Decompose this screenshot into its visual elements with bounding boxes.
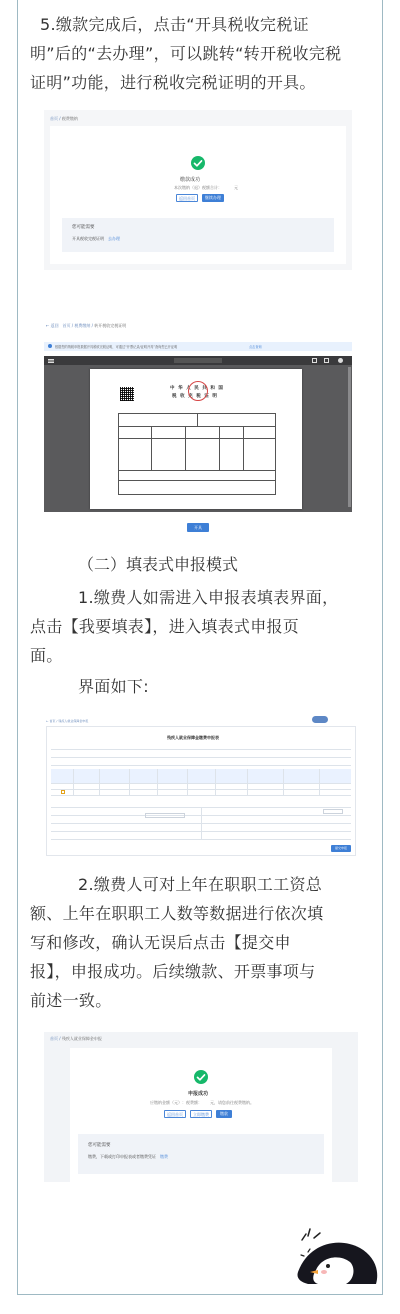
notice-link[interactable]: 点击查询 [249, 345, 262, 349]
pdf-page [90, 369, 302, 509]
amount-unit: 元 [234, 185, 238, 190]
breadcrumb: ← 返回 首页 / 税费缴纳 / 转开税收完税证明 [46, 323, 127, 328]
crumb-page: 转开税收完税证明 [94, 323, 127, 328]
crumb-home: 首页 [50, 1036, 58, 1041]
step1-line-2: 点击【我要填表】，进入填表式申报页 [30, 617, 300, 636]
penguin-mascot-illustration [288, 1210, 388, 1290]
step2-line-3: 写和修改，确认无误后点击【提交申 [30, 933, 291, 952]
info-icon [48, 344, 52, 348]
qr-code [120, 387, 134, 401]
suggestion-item: 缴费，下载或打印申报表或者缴费凭证 [88, 1154, 156, 1159]
notice-bar [44, 342, 352, 351]
suggestions-panel [78, 1134, 324, 1174]
step2-line-1: 2.缴费人可对上年在职职工工资总 [78, 875, 323, 894]
issue-button[interactable]: 开具 [187, 523, 209, 532]
pdf-viewer[interactable] [44, 365, 352, 512]
crumb-page: 残疾人就业保障金申报 [61, 1036, 102, 1041]
print-icon[interactable] [324, 358, 329, 363]
pdf-toolbar [44, 356, 352, 365]
step2-line-4: 报】，申报成功。后续缴款、开票事项与 [30, 962, 316, 981]
interface-label: 界面如下: [78, 677, 149, 696]
official-seal [188, 381, 208, 401]
success-title: 申报成功 [188, 1091, 209, 1097]
logo [312, 716, 328, 723]
breadcrumb: 首页 / 残疾人就业保障金申报 [50, 1036, 102, 1041]
view-button[interactable]: 立即缴费 [190, 1110, 212, 1118]
step5-line-1: 5.缴款完成后，点击“开具税收完税证 [40, 15, 309, 34]
date-field[interactable] [323, 809, 343, 814]
content-card [70, 1048, 332, 1182]
amount-text: 本次缴纳（退）税额合计： [174, 185, 222, 190]
submit-declaration-button[interactable]: 提交申报 [331, 845, 351, 852]
back-link[interactable]: 返回 [50, 323, 59, 328]
step1-line-1: 1.缴费人如需进入申报表填表界面， [78, 588, 339, 607]
download-icon[interactable] [312, 358, 317, 363]
crumb-home: 首页 [62, 323, 71, 328]
zoom-control[interactable] [174, 358, 222, 363]
continue-button[interactable]: 继续办理 [202, 194, 224, 202]
success-check-icon [191, 156, 205, 170]
step2-line-2: 额、上年在职职工人数等数据进行依次填 [30, 904, 324, 923]
scrollbar[interactable] [348, 367, 351, 507]
step1-line-3: 面。 [30, 646, 63, 665]
crumb-home: 首页 [50, 116, 58, 121]
certificate-table [118, 413, 276, 495]
amount-text: 应缴纳金额（元）：税费额： [150, 1100, 202, 1105]
suggestions-title: 您可能需要 [88, 1143, 111, 1148]
pay-link[interactable]: 缴费 [160, 1154, 168, 1159]
suggestions-title: 您可能需要 [72, 225, 95, 230]
section2-title: （二）填表式申报模式 [78, 555, 239, 574]
breadcrumb: 首页 / 税费缴纳 [50, 116, 78, 121]
go-handle-link[interactable]: 去办理 [108, 236, 120, 241]
step5-line-3: 证明”功能，进行税收完税证明的开具。 [30, 73, 316, 92]
crumb-mid: 税费缴纳 [74, 323, 91, 328]
table-header [51, 769, 351, 783]
suggestions-panel [62, 218, 334, 252]
notice-text: 根据您的纳税申报数据开具税收完税证明，可通过“开票记录/证明开具”查询您已开证明 [55, 345, 178, 349]
success-check-icon [194, 1070, 208, 1084]
step2-line-5: 前述一致。 [30, 991, 112, 1010]
menu-icon[interactable] [48, 359, 54, 360]
more-icon[interactable] [338, 358, 343, 363]
certificate-title-1: 中 华 人 民 共 和 国 [170, 386, 224, 391]
payment-hint: 元，请您前往税费缴纳。 [210, 1100, 254, 1105]
back-home-button[interactable]: 返回首页 [164, 1110, 186, 1118]
crumb-page: 税费缴纳 [61, 116, 78, 121]
form-card [46, 726, 356, 856]
pay-button[interactable]: 缴款 [216, 1110, 232, 1118]
form-title: 残疾人就业保障金缴费申报表 [167, 735, 219, 740]
breadcrumb: ← 首页 / 残疾人就业保障金申报 [46, 719, 89, 723]
back-home-button[interactable]: 返回首页 [176, 194, 198, 202]
select-field[interactable] [145, 813, 185, 818]
certificate-screenshot [44, 318, 352, 536]
certificate-title-2: 税 收 完 税 证 明 [172, 394, 218, 399]
payment-success-screenshot [44, 110, 352, 270]
declaration-form-screenshot [44, 716, 358, 858]
success-title: 缴款成功 [180, 177, 201, 183]
declaration-success-screenshot [44, 1032, 358, 1182]
step5-line-2: 明”后的“去办理”，可以跳转“转开税收完税 [30, 44, 342, 63]
suggestion-item: 开具税收完税证明 [72, 236, 104, 241]
content-card [50, 126, 346, 264]
quantity-input[interactable] [61, 790, 65, 794]
